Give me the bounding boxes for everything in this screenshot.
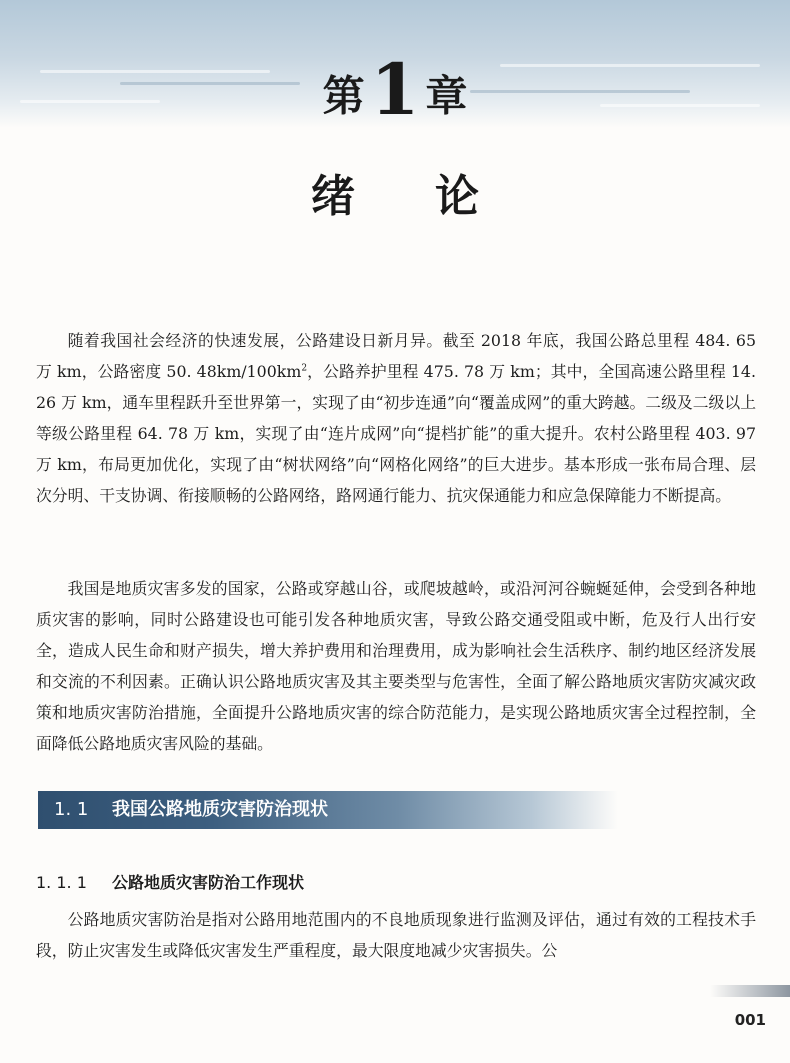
chapter-number: 1: [370, 48, 420, 131]
page-corner-decoration: [710, 985, 790, 997]
subsection-title: 公路地质灾害防治工作现状: [112, 873, 305, 892]
subsection-number: 1. 1. 1: [36, 873, 87, 892]
paragraph-text: ，公路养护里程 475. 78 万 km；其中，全国高速公路里程 14. 26 万 km，通车里程跃升至世界第一，实现了由“初步连通”向“覆盖成网”的重大跨越。二级及二级以上等级公路里程 64. 78 万 km，实现了由“连片成网”向“提档扩能”的重大提升。农村公路里程 403. 97 万 km，布局更加优化，实现了由“树状网络”向“网格化网络”的巨大进步。基本形成一张布局合理、层次分明、干支协调、衔接顺畅的公路网络，路网通行能力、抗灾保通能力和应急保障能力不断提高。: [36, 362, 756, 505]
chapter-title: 绪论: [311, 171, 559, 222]
chapter-heading: [0, 48, 790, 135]
body-paragraph-3: 公路地质灾害防治是指对公路用地范围内的不良地质现象进行监测及评估，通过有效的工程技术手段，防止灾害发生或降低灾害发生严重程度，最大限度地减少灾害损失。公: [36, 910, 756, 960]
chapter-suffix: 章: [425, 71, 468, 121]
section-heading: [38, 791, 618, 829]
subsection-heading: [36, 870, 304, 893]
paragraph-text: 随着我国社会经济的快速发展，公路建设日新月异。截至 2018 年底，我国公路总里程 484. 65 万 km，公路密度 50. 48km/100km: [36, 331, 756, 381]
superscript: 2: [301, 363, 308, 374]
page-number: 001: [734, 1011, 766, 1029]
chapter-prefix: 第: [322, 71, 365, 121]
section-title: 我国公路地质灾害防治现状: [112, 799, 328, 820]
body-paragraph-1: [36, 325, 756, 511]
section-number: 1. 1: [54, 799, 89, 820]
body-paragraph-2: 我国是地质灾害多发的国家，公路或穿越山谷，或爬坡越岭，或沿河河谷蜿蜒延伸，会受到各种地质灾害的影响，同时公路建设也可能引发各种地质灾害，导致公路交通受阻或中断，危及行人出行安全，造成人民生命和财产损失，增大养护费用和治理费用，成为影响社会生活秩序、制约地区经济发展和交流的不利因素。正确认识公路地质灾害及其主要类型与危害性，全面了解公路地质灾害防灾减灾政策和地质灾害防治措施，全面提升公路地质灾害的综合防范能力，是实现公路地质灾害全过程控制，全面降低公路地质灾害风险的基础。: [36, 579, 756, 753]
